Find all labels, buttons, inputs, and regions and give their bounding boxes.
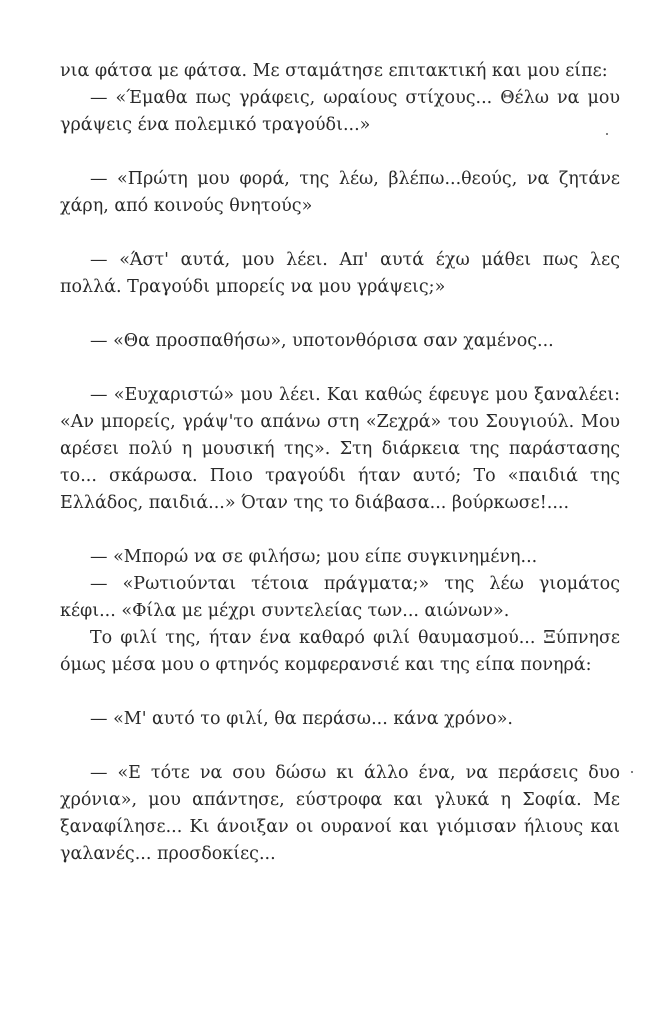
paragraph-6: — «Ευχαριστώ» μου λέει. Και καθώς έφευγε μου ξαναλέει: «Αν μπορείς, γράψ'το απάνω στη «Ζεχρά» του Σουγιούλ. Μου αρέσει πολύ η μουσική της». Στη διάρκεια της παράστασης το... σκάρωσα. Ποιο τραγούδι ήταν αυτό; Το «παιδιά της Ελλάδος, παιδιά...» Όταν της το διάβασα... βούρκωσε!.... bbox=[60, 385, 620, 513]
paragraph-8: — «Ρωτιούνται τέτοια πράγματα;» της λέω γιομάτος κέφι... «Φίλα με μέχρι συντελείας των... αιώνων». bbox=[60, 574, 620, 621]
paragraph-9: Το φιλί της, ήταν ένα καθαρό φιλί θαυμασμού... Ξύπνησε όμως μέσα μου ο φτηνός κομφερανσιέ και της είπα πονηρά: bbox=[60, 628, 620, 675]
scan-speck bbox=[606, 133, 608, 135]
scan-speck bbox=[631, 771, 633, 773]
paragraph-gap bbox=[60, 517, 620, 544]
paragraph-5: — «Θα προσπαθήσω», υποτονθόρισα σαν χαμένος... bbox=[90, 331, 554, 351]
paragraph-7: — «Μπορώ να σε φιλήσω; μου είπε συγκινημένη... bbox=[90, 547, 538, 567]
paragraph-11: — «Ε τότε να σου δώσω κι άλλο ένα, να περάσεις δυο χρόνια», μου απάντησε, εύστροφα και γλυκά η Σοφία. Με ξαναφίλησε... Κι άνοιξαν οι ουρανοί και γιόμισαν ήλιους και γαλανές... προσδοκίες... bbox=[60, 763, 620, 864]
paragraph-4: — «Άστ' αυτά, μου λέει. Απ' αυτά έχω μάθει πως λες πολλά. Τραγούδι μπορείς να μου γράψεις;» bbox=[60, 250, 620, 297]
paragraph-gap bbox=[60, 679, 620, 706]
paragraph-1: νια φάτσα με φάτσα. Με σταμάτησε επιτακτική και μου είπε: bbox=[60, 61, 608, 81]
paragraph-3: — «Πρώτη μου φορά, της λέω, βλέπω...θεούς, να ζητάνε χάρη, από κοινούς θνητούς» bbox=[60, 169, 620, 216]
paragraph-10: — «Μ' αυτό το φιλί, θα περάσω... κάνα χρόνο». bbox=[90, 709, 513, 729]
paragraph-gap bbox=[60, 220, 620, 247]
paragraph-gap bbox=[60, 301, 620, 328]
page-body-text bbox=[60, 58, 620, 868]
paragraph-2: — «Έμαθα πως γράφεις, ωραίους στίχους... Θέλω να μου γράψεις ένα πολεμικό τραγούδι...» bbox=[60, 88, 620, 135]
paragraph-gap bbox=[60, 733, 620, 760]
paragraph-gap bbox=[60, 139, 620, 166]
paragraph-gap bbox=[60, 355, 620, 382]
